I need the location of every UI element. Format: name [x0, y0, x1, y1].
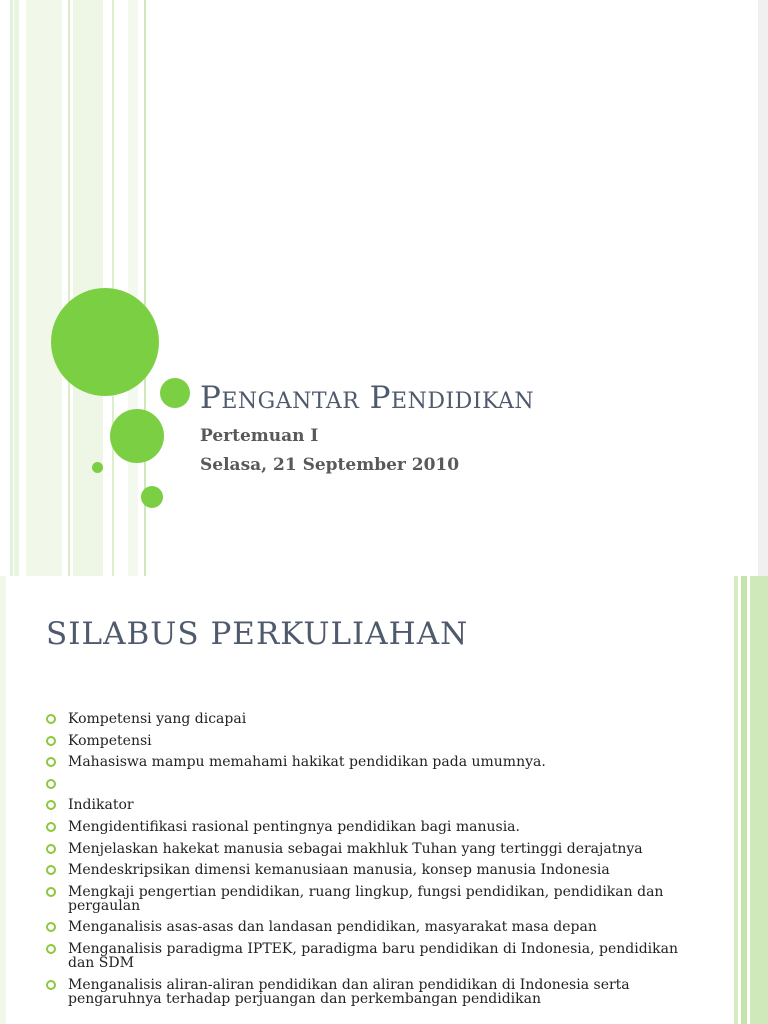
bullet-circle-icon — [46, 865, 56, 875]
decor-stripe — [0, 576, 6, 1024]
decor-stripe — [741, 576, 747, 1024]
list-item — [46, 942, 706, 970]
list-item-text: Mengidentifikasi rasional pentingnya pendidikan bagi manusia. — [68, 818, 520, 835]
bullet-circle-icon — [46, 736, 56, 746]
list-item-text: Menjelaskan hakekat manusia sebagai makhluk Tuhan yang tertinggi derajatnya — [68, 840, 643, 857]
list-item — [46, 798, 706, 812]
list-item-text: Kompetensi yang dicapai — [68, 711, 247, 727]
slide-title: Pengantar Pendidikan — [200, 380, 535, 416]
decor-circle-small — [160, 378, 190, 408]
bullet-circle-icon — [46, 887, 56, 897]
bullet-circle-icon — [46, 822, 56, 832]
decor-circle-large — [51, 288, 159, 396]
list-item — [46, 755, 706, 769]
bullet-circle-icon — [46, 714, 56, 724]
bullet-circle-icon — [46, 844, 56, 854]
list-item-text: Menganalisis aliran-aliran pendidikan dan aliran pendidikan di Indonesia serta pengaruhnya terhadap perjuangan dan perkembangan pendidikan — [68, 976, 630, 1007]
slide-subtitle-date: Selasa, 21 September 2010 — [200, 455, 460, 475]
bullet-circle-icon — [46, 779, 56, 789]
list-item-text: Menganalisis asas-asas dan landasan pendidikan, masyarakat masa depan — [68, 919, 597, 936]
list-item — [46, 978, 706, 1006]
decor-stripe — [734, 576, 738, 1024]
silabus-slide — [0, 576, 768, 1024]
decor-stripe — [26, 0, 62, 576]
bullet-circle-icon — [46, 980, 56, 990]
slide-title: SILABUS PERKULIAHAN — [46, 616, 469, 652]
decor-stripe — [758, 0, 768, 576]
list-item-text: Menganalisis paradigma IPTEK, paradigma baru pendidikan di Indonesia, pendidikan dan SDM — [68, 940, 679, 971]
list-item — [46, 885, 706, 913]
decor-stripe — [750, 576, 768, 1024]
list-item — [46, 863, 706, 877]
list-item-text: Mengkaji pengertian pendidikan, ruang lingkup, fungsi pendidikan, pendidikan dan pergaulan — [68, 883, 664, 914]
slide-subtitle-meeting: Pertemuan I — [200, 426, 319, 446]
list-item-text: Kompetensi — [68, 732, 152, 749]
bullet-circle-icon — [46, 922, 56, 932]
list-item — [46, 734, 706, 748]
list-item — [46, 842, 706, 856]
list-item — [46, 777, 706, 791]
decor-stripe — [10, 0, 13, 576]
list-item — [46, 820, 706, 834]
list-item — [46, 712, 706, 726]
decor-stripe — [128, 0, 138, 576]
list-item-text — [68, 776, 72, 792]
bullet-list — [46, 712, 706, 1013]
list-item-text: Mahasiswa mampu memahami hakikat pendidikan pada umumnya. — [68, 754, 546, 771]
decor-circle-tiny — [92, 462, 103, 473]
decor-stripe — [14, 0, 19, 576]
bullet-circle-icon — [46, 800, 56, 810]
decor-circle-medium — [110, 409, 164, 463]
list-item-text: Mendeskripsikan dimensi kemanusiaan manusia, konsep manusia Indonesia — [68, 862, 610, 879]
decor-circle-small — [141, 486, 163, 508]
list-item — [46, 920, 706, 934]
bullet-circle-icon — [46, 944, 56, 954]
list-item-text: Indikator — [68, 797, 134, 814]
bullet-circle-icon — [46, 757, 56, 767]
decor-stripe — [68, 0, 70, 576]
